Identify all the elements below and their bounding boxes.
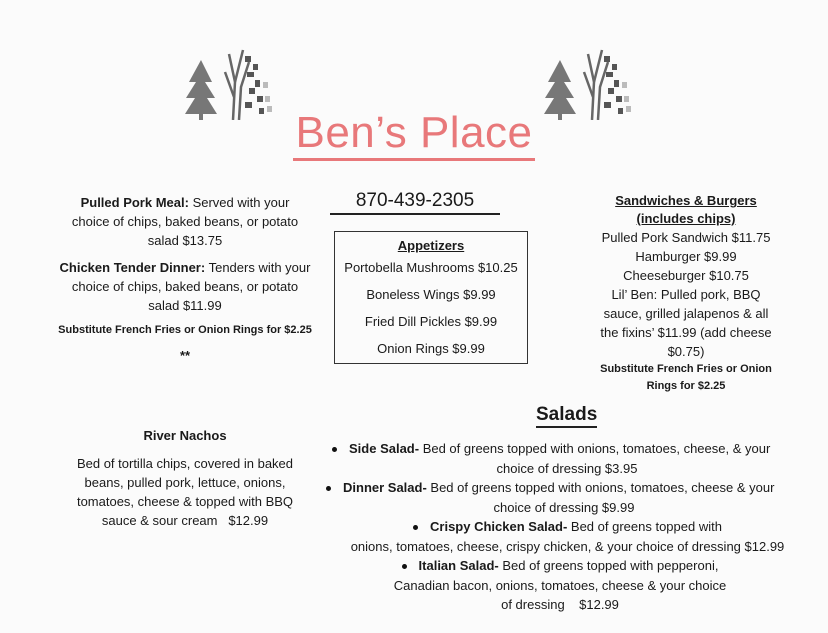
right-substitute-note-2: Rings for $2.25 [646,380,726,392]
pulled-pork-meal: Pulled Pork Meal: Served with your choice of chips, baked beans, or potato salad $13.75 [71,195,299,248]
appetizers-heading: Appetizers [397,238,465,253]
salads-heading: Salads [536,404,597,428]
list-item: Fried Dill Pickles $9.99 [364,314,498,329]
italian-salad: Italian Salad- Bed of greens topped with pepperoni, Canadian bacon, onions, tomatoes, cheese & your choice of dressing $12.99 [393,558,727,612]
list-item: Hamburger $9.99 [635,249,737,264]
list-item: sauce, grilled jalapenos & all [603,306,769,321]
dinner-salad: Dinner Salad- Bed of greens topped with onions, tomatoes, cheese & your choice of dressing $9.99 [326,478,802,517]
phone-number: 870-439-2305 [330,190,500,215]
list-item: Portobella Mushrooms $10.25 [344,260,518,275]
side-salad: Side Salad- Bed of greens topped with onions, tomatoes, cheese, & your choice of dressing $3.95 [332,439,802,478]
stars: ** [179,348,191,363]
bullet-icon [326,486,331,491]
list-item: $0.75) [667,344,705,359]
sandwiches-section [586,192,786,395]
bullet-icon [413,525,418,530]
crispy-chicken-salad: Crispy Chicken Salad- Bed of greens topped with onions, tomatoes, cheese, crispy chicken, & your choice of dressing $12.99 [350,519,785,554]
chicken-tender-dinner: Chicken Tender Dinner: Tenders with your choice of chips, baked beans, or potato salad $11.99 [59,260,311,313]
list-item: Pulled Pork Sandwich $11.75 [601,230,771,245]
nachos-description: Bed of tortilla chips, covered in baked beans, pulled pork, lettuce, onions, tomatoes, cheese & topped with BBQ sauce & sour cream $12.99 [76,456,294,528]
sandwiches-heading: Sandwiches & Burgers [615,193,757,208]
bullet-icon [332,447,337,452]
right-substitute-note: Substitute French Fries or Onion [600,363,772,375]
nachos-title: River Nachos [143,428,227,443]
list-item: Boneless Wings $9.99 [366,287,496,302]
sandwiches-subheading: (includes chips) [636,211,736,226]
list-item: Cheeseburger $10.75 [623,268,749,283]
list-item: Onion Rings $9.99 [377,341,485,356]
left-substitute-note: Substitute French Fries or Onion Rings for $2.25 [58,324,312,336]
list-item: the fixins’ $11.99 (add cheese [600,325,772,340]
appetizers-box [334,231,528,364]
bullet-icon [402,564,407,569]
list-item: Lil’ Ben: Pulled pork, BBQ [611,287,761,302]
page-title: Ben’s Place [0,108,828,158]
